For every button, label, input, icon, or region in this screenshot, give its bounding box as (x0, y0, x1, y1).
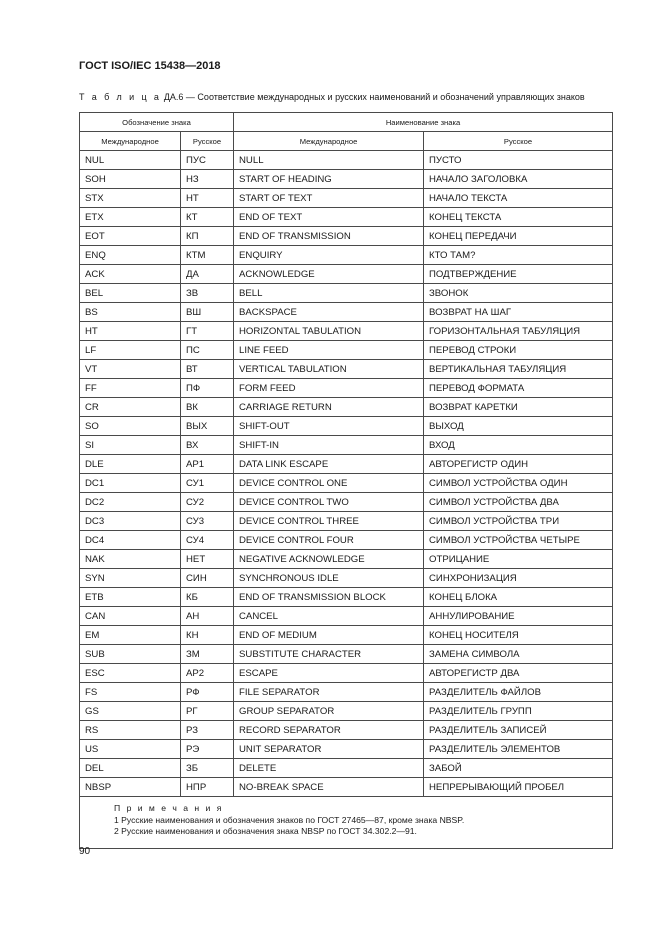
name-intl-cell: GROUP SEPARATOR (234, 702, 424, 721)
designation-ru-cell: КН (181, 626, 234, 645)
designation-ru-cell: НТ (181, 189, 234, 208)
table-row (80, 170, 613, 189)
name-intl-cell: NEGATIVE ACKNOWLEDGE (234, 550, 424, 569)
designation-intl-cell: ETX (80, 208, 181, 227)
designation-intl-cell: DEL (80, 759, 181, 778)
name-intl-cell: DATA LINK ESCAPE (234, 455, 424, 474)
table-row (80, 759, 613, 778)
name-ru-cell: СИМВОЛ УСТРОЙСТВА ОДИН (424, 474, 613, 493)
designation-ru-cell: АН (181, 607, 234, 626)
designation-intl-cell: BS (80, 303, 181, 322)
designation-ru-cell: ВЫХ (181, 417, 234, 436)
table-row (80, 512, 613, 531)
name-ru-cell: ГОРИЗОНТАЛЬНАЯ ТАБУЛЯЦИЯ (424, 322, 613, 341)
name-intl-cell: ACKNOWLEDGE (234, 265, 424, 284)
name-ru-cell: НЕПРЕРЫВАЮЩИЙ ПРОБЕЛ (424, 778, 613, 797)
designation-intl-cell: EOT (80, 227, 181, 246)
table-row (80, 721, 613, 740)
name-ru-cell: ПУСТО (424, 151, 613, 170)
designation-ru-cell: ДА (181, 265, 234, 284)
name-intl-cell: END OF MEDIUM (234, 626, 424, 645)
name-ru-cell: АВТОРЕГИСТР ДВА (424, 664, 613, 683)
name-intl-cell: DELETE (234, 759, 424, 778)
name-intl-cell: UNIT SEPARATOR (234, 740, 424, 759)
table-row (80, 322, 613, 341)
name-ru-cell: РАЗДЕЛИТЕЛЬ ЗАПИСЕЙ (424, 721, 613, 740)
name-ru-cell: СИМВОЛ УСТРОЙСТВА ДВА (424, 493, 613, 512)
name-ru-cell: КТО ТАМ? (424, 246, 613, 265)
notes-title: П р и м е ч а н и я (114, 803, 224, 813)
name-ru-cell: АВТОРЕГИСТР ОДИН (424, 455, 613, 474)
name-intl-header: Международное (234, 132, 424, 151)
name-intl-cell: FORM FEED (234, 379, 424, 398)
designation-ru-cell: СУ1 (181, 474, 234, 493)
table-row (80, 436, 613, 455)
name-intl-cell: SHIFT-OUT (234, 417, 424, 436)
designation-intl-cell: SYN (80, 569, 181, 588)
designation-intl-cell: CR (80, 398, 181, 417)
designation-ru-cell: КТ (181, 208, 234, 227)
name-intl-cell: BELL (234, 284, 424, 303)
name-ru-cell: КОНЕЦ БЛОКА (424, 588, 613, 607)
table-row (80, 778, 613, 797)
name-ru-cell: АННУЛИРОВАНИЕ (424, 607, 613, 626)
name-intl-cell: FILE SEPARATOR (234, 683, 424, 702)
table-row (80, 208, 613, 227)
designation-intl-cell: RS (80, 721, 181, 740)
designation-ru-cell: ПС (181, 341, 234, 360)
designation-intl-cell: VT (80, 360, 181, 379)
designation-ru-cell: ВК (181, 398, 234, 417)
name-intl-cell: NULL (234, 151, 424, 170)
designation-intl-cell: DC1 (80, 474, 181, 493)
designation-ru-cell: НЗ (181, 170, 234, 189)
designation-ru-cell: АР1 (181, 455, 234, 474)
document-header: ГОСТ ISO/IEC 15438—2018 (79, 60, 221, 72)
designation-intl-cell: ESC (80, 664, 181, 683)
designation-ru-cell: СУ4 (181, 531, 234, 550)
name-ru-cell: ОТРИЦАНИЕ (424, 550, 613, 569)
table-row (80, 645, 613, 664)
designation-intl-cell: DC2 (80, 493, 181, 512)
designation-ru-cell: ПУС (181, 151, 234, 170)
table-row (80, 246, 613, 265)
designation-intl-cell: DC3 (80, 512, 181, 531)
designation-ru-cell: КБ (181, 588, 234, 607)
designation-intl-cell: LF (80, 341, 181, 360)
table-caption-text: ДА.6 — Соответствие международных и русских наименований и обозначений управляющих знаков (163, 92, 585, 102)
name-intl-cell: RECORD SEPARATOR (234, 721, 424, 740)
name-intl-cell: NO-BREAK SPACE (234, 778, 424, 797)
name-ru-cell: СИМВОЛ УСТРОЙСТВА ЧЕТЫРЕ (424, 531, 613, 550)
name-ru-cell: ВОЗВРАТ НА ШАГ (424, 303, 613, 322)
name-ru-cell: СИМВОЛ УСТРОЙСТВА ТРИ (424, 512, 613, 531)
designation-ru-cell: СУ2 (181, 493, 234, 512)
designation-ru-cell: ЗБ (181, 759, 234, 778)
table-group-header-row (80, 113, 613, 132)
table-row (80, 455, 613, 474)
name-intl-cell: ESCAPE (234, 664, 424, 683)
designation-ru-cell: ГТ (181, 322, 234, 341)
designation-intl-cell: NUL (80, 151, 181, 170)
designation-group-header: Обозначение знака (80, 113, 234, 132)
name-intl-cell: ENQUIRY (234, 246, 424, 265)
designation-intl-cell: SUB (80, 645, 181, 664)
name-ru-cell: СИНХРОНИЗАЦИЯ (424, 569, 613, 588)
designation-intl-cell: US (80, 740, 181, 759)
note-item-1: 1 Русские наименования и обозначения знаков по ГОСТ 27465—87, кроме знака NBSP. (114, 814, 465, 825)
designation-intl-cell: EM (80, 626, 181, 645)
name-ru-cell: КОНЕЦ ПЕРЕДАЧИ (424, 227, 613, 246)
table-row (80, 151, 613, 170)
table-row (80, 474, 613, 493)
designation-intl-cell: GS (80, 702, 181, 721)
designation-ru-cell: ВШ (181, 303, 234, 322)
name-ru-cell: КОНЕЦ ТЕКСТА (424, 208, 613, 227)
name-intl-cell: END OF TRANSMISSION (234, 227, 424, 246)
table-row (80, 683, 613, 702)
name-intl-cell: SYNCHRONOUS IDLE (234, 569, 424, 588)
table-row (80, 550, 613, 569)
table-row (80, 379, 613, 398)
name-ru-cell: НАЧАЛО ТЕКСТА (424, 189, 613, 208)
name-intl-cell: DEVICE CONTROL FOUR (234, 531, 424, 550)
name-intl-cell: SHIFT-IN (234, 436, 424, 455)
designation-intl-cell: SOH (80, 170, 181, 189)
name-intl-cell: DEVICE CONTROL ONE (234, 474, 424, 493)
page-number: 90 (79, 846, 91, 857)
designation-ru-cell: КП (181, 227, 234, 246)
notes-cell (80, 797, 613, 849)
name-intl-cell: START OF HEADING (234, 170, 424, 189)
name-group-header: Наименование знака (234, 113, 613, 132)
table-row (80, 702, 613, 721)
table-row (80, 265, 613, 284)
name-ru-cell: РАЗДЕЛИТЕЛЬ ФАЙЛОВ (424, 683, 613, 702)
table-caption-label: Т а б л и ц а (79, 92, 162, 102)
name-intl-cell: BACKSPACE (234, 303, 424, 322)
name-ru-cell: ВОЗВРАТ КАРЕТКИ (424, 398, 613, 417)
name-intl-cell: START OF TEXT (234, 189, 424, 208)
designation-intl-cell: DC4 (80, 531, 181, 550)
designation-ru-cell: ПФ (181, 379, 234, 398)
name-intl-cell: CARRIAGE RETURN (234, 398, 424, 417)
name-ru-cell: ВХОД (424, 436, 613, 455)
designation-intl-cell: SI (80, 436, 181, 455)
table-row (80, 588, 613, 607)
name-ru-cell: ПОДТВЕРЖДЕНИЕ (424, 265, 613, 284)
designation-intl-cell: BEL (80, 284, 181, 303)
notes-row (80, 797, 613, 849)
name-ru-cell: РАЗДЕЛИТЕЛЬ ЭЛЕМЕНТОВ (424, 740, 613, 759)
note-item-2: 2 Русские наименования и обозначения знака NBSP по ГОСТ 34.302.2—91. (114, 826, 417, 836)
name-ru-cell: ВЕРТИКАЛЬНАЯ ТАБУЛЯЦИЯ (424, 360, 613, 379)
designation-intl-cell: DLE (80, 455, 181, 474)
designation-ru-cell: АР2 (181, 664, 234, 683)
designation-intl-cell: ACK (80, 265, 181, 284)
name-intl-cell: CANCEL (234, 607, 424, 626)
name-ru-cell: РАЗДЕЛИТЕЛЬ ГРУПП (424, 702, 613, 721)
name-intl-cell: END OF TEXT (234, 208, 424, 227)
table-row (80, 607, 613, 626)
table-row (80, 303, 613, 322)
name-ru-cell: НАЧАЛО ЗАГОЛОВКА (424, 170, 613, 189)
name-intl-cell: VERTICAL TABULATION (234, 360, 424, 379)
designation-ru-cell: СИН (181, 569, 234, 588)
name-ru-cell: КОНЕЦ НОСИТЕЛЯ (424, 626, 613, 645)
designation-intl-cell: NBSP (80, 778, 181, 797)
designation-intl-header: Международное (80, 132, 181, 151)
name-ru-cell: ЗАБОЙ (424, 759, 613, 778)
designation-intl-cell: SO (80, 417, 181, 436)
name-intl-cell: SUBSTITUTE CHARACTER (234, 645, 424, 664)
designation-ru-cell: РЭ (181, 740, 234, 759)
table-subheader-row (80, 132, 613, 151)
table-row (80, 341, 613, 360)
name-ru-cell: ЗАМЕНА СИМВОЛА (424, 645, 613, 664)
name-ru-cell: ПЕРЕВОД ФОРМАТА (424, 379, 613, 398)
name-ru-cell: ЗВОНОК (424, 284, 613, 303)
table-row (80, 189, 613, 208)
name-ru-cell: ВЫХОД (424, 417, 613, 436)
designation-intl-cell: STX (80, 189, 181, 208)
designation-ru-cell: КТМ (181, 246, 234, 265)
table-row (80, 531, 613, 550)
designation-ru-cell: ЗМ (181, 645, 234, 664)
table-row (80, 227, 613, 246)
designation-intl-cell: HT (80, 322, 181, 341)
designation-ru-cell: РЗ (181, 721, 234, 740)
table-row (80, 360, 613, 379)
name-intl-cell: END OF TRANSMISSION BLOCK (234, 588, 424, 607)
designation-intl-cell: FF (80, 379, 181, 398)
designation-ru-cell: РФ (181, 683, 234, 702)
name-ru-cell: ПЕРЕВОД СТРОКИ (424, 341, 613, 360)
designation-intl-cell: ETB (80, 588, 181, 607)
table-row (80, 284, 613, 303)
table-row (80, 417, 613, 436)
designation-intl-cell: NAK (80, 550, 181, 569)
name-ru-header: Русское (424, 132, 613, 151)
designation-ru-cell: СУ3 (181, 512, 234, 531)
name-intl-cell: HORIZONTAL TABULATION (234, 322, 424, 341)
name-intl-cell: DEVICE CONTROL TWO (234, 493, 424, 512)
designation-ru-cell: ВХ (181, 436, 234, 455)
designation-intl-cell: FS (80, 683, 181, 702)
designation-ru-cell: ЗВ (181, 284, 234, 303)
table-row (80, 569, 613, 588)
designation-ru-cell: НПР (181, 778, 234, 797)
designation-ru-cell: ВТ (181, 360, 234, 379)
table-row (80, 740, 613, 759)
designation-intl-cell: ENQ (80, 246, 181, 265)
designation-ru-cell: НЕТ (181, 550, 234, 569)
designation-intl-cell: CAN (80, 607, 181, 626)
name-intl-cell: DEVICE CONTROL THREE (234, 512, 424, 531)
control-characters-table (79, 112, 613, 849)
table-row (80, 664, 613, 683)
table-row (80, 398, 613, 417)
name-intl-cell: LINE FEED (234, 341, 424, 360)
table-caption (79, 92, 585, 102)
designation-ru-header: Русское (181, 132, 234, 151)
table-row (80, 493, 613, 512)
table-row (80, 626, 613, 645)
designation-ru-cell: РГ (181, 702, 234, 721)
